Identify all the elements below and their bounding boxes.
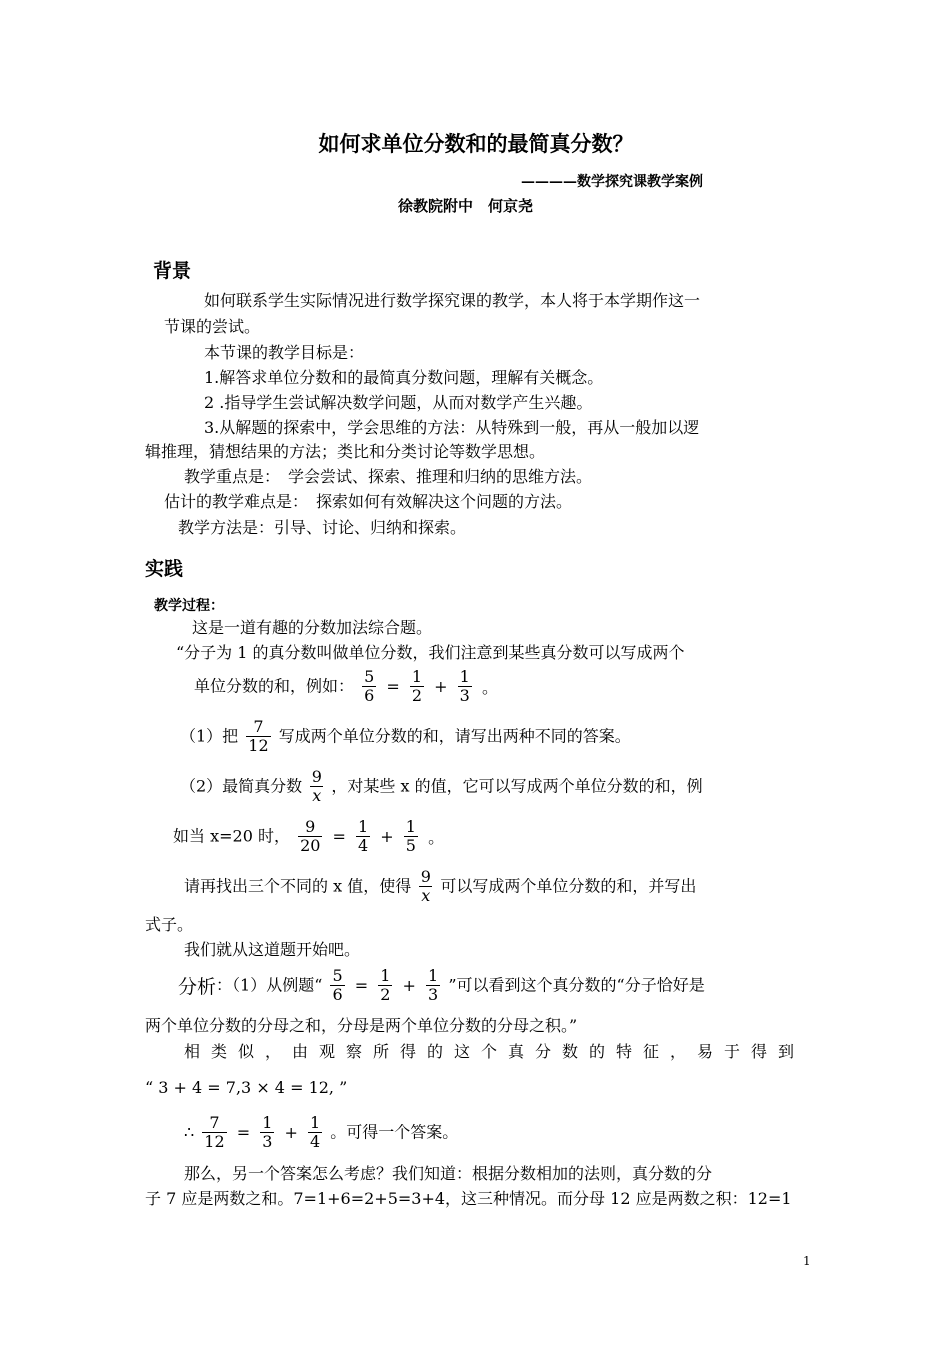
fraction-1-3: $\frac{1}{3}$: [459, 667, 470, 705]
goal-3-line2: 辑推理，猜想结果的方法；类比和分类讨论等数学思想。: [145, 442, 546, 461]
subtitle: ————数学探究课教学案例: [521, 174, 703, 190]
goal-1: 1.解答求单位分数和的最简真分数问题，理解有关概念。: [204, 368, 604, 387]
goal-3-line1: 3.从解题的探索中，学会思维的方法：从特殊到一般，再从一般加以逻: [204, 418, 700, 437]
question-line1: “分子为 1 的真分数叫做单位分数，我们注意到某些真分数可以写成两个: [176, 643, 685, 662]
question-line2: 单位分数的和，例如： $\frac{5}{6}$ = $\frac{1}{2}$ + $\frac{1}{3}$ 。: [194, 667, 498, 705]
fraction-9-x-2: $\frac{9}{x}$: [420, 867, 431, 905]
paragraph-intro-line1: 如何联系学生实际情况进行数学探究课的教学，本人将于本学期作这一: [204, 291, 701, 310]
question-2-example: 如当 x=20 时， $\frac{9}{20}$ = $\frac{1}{4}$ + $\frac{1}{5}$ 。: [173, 817, 445, 855]
fraction-1-4-b: $\frac{1}{4}$: [310, 1113, 321, 1151]
section-heading-process: 教学过程：: [154, 598, 224, 614]
fraction-1-2: $\frac{1}{2}$: [411, 667, 423, 705]
page-number: 1: [803, 1254, 811, 1268]
fraction-9-x: $\frac{9}{x}$: [311, 767, 322, 805]
fraction-1-3-c: $\frac{1}{3}$: [262, 1113, 273, 1151]
analysis-line4: 那么，另一个答案怎么考虑？我们知道：根据分数相加的法则，真分数的分: [184, 1164, 713, 1183]
analysis-line2: 两个单位分数的分母之和，分母是两个单位分数的分母之积。”: [145, 1016, 578, 1035]
question-3-end: 式子。: [145, 915, 194, 934]
author: 徐教院附中 何京尧: [398, 197, 534, 215]
fraction-7-12: $\frac{7}{12}$: [248, 717, 269, 755]
fraction-7-12-b: $\frac{7}{12}$: [204, 1113, 225, 1151]
goal-2: 2 .指导学生尝试解决数学问题，从而对数学产生兴趣。: [204, 393, 593, 412]
fraction-1-4: $\frac{1}{4}$: [358, 817, 369, 855]
section-heading-background: 背景: [153, 260, 192, 282]
analysis-conclusion: ∴ $\frac{7}{12}$ = $\frac{1}{3}$ + $\frac{1}{4}$ 。可得一个答案。: [184, 1113, 459, 1151]
difficulty-point: 估计的教学难点是： 探索如何有效解决这个问题的方法。: [164, 492, 573, 511]
fraction-5-6-b: $\frac{5}{6}$: [332, 966, 343, 1004]
fraction-5-6: $\frac{5}{6}$: [364, 667, 375, 705]
question-2: （2）最简真分数 $\frac{9}{x}$ ，对某些 x 的值，它可以写成两个单位分数的和，例: [180, 767, 703, 805]
question-line2-text: 单位分数的和，例如：: [194, 676, 355, 696]
practice-intro: 这是一道有趣的分数加法综合题。: [192, 618, 433, 637]
fraction-1-5: $\frac{1}{5}$: [405, 817, 416, 855]
teaching-method: 教学方法是：引导、讨论、归纳和探索。: [178, 518, 467, 537]
fraction-1-3-b: $\frac{1}{3}$: [428, 966, 439, 1004]
question-3: 请再找出三个不同的 x 值，使得 $\frac{9}{x}$ 可以写成两个单位分数的和，并写出: [184, 867, 697, 905]
key-point: 教学重点是： 学会尝试、探索、推理和归纳的思维方法。: [184, 467, 593, 486]
fraction-9-20: $\frac{9}{20}$: [300, 817, 321, 855]
analysis-line1: 分析：（1）从例题“ $\frac{5}{6}$ = $\frac{1}{2}$ + $\frac{1}{3}$ ”可以看到这个真分数的“分子恰好是: [178, 966, 705, 1004]
section-heading-practice: 实践: [145, 558, 184, 580]
analysis-line5: 子 7 应是两数之和。7=1+6=2+5=3+4，这三种情况。而分母 12 应是两数之积：12=1: [145, 1189, 792, 1208]
fraction-1-2-b: $\frac{1}{2}$: [380, 966, 391, 1004]
analysis-line3: 相类似，由观察所得的这个真分数的特征，易于得到: [184, 1042, 806, 1061]
start-line: 我们就从这道题开始吧。: [184, 940, 361, 959]
analysis-equation: “ 3 + 4 = 7,3 × 4 = 12, ”: [145, 1078, 348, 1097]
question-1: （1）把 $\frac{7}{12}$ 写成两个单位分数的和，请写出两种不同的答案。: [180, 717, 631, 755]
goals-intro: 本节课的教学目标是：: [204, 343, 365, 362]
page-title: 如何求单位分数和的最简真分数？: [318, 131, 634, 156]
paragraph-intro-line2: 节课的尝试。: [164, 317, 261, 336]
